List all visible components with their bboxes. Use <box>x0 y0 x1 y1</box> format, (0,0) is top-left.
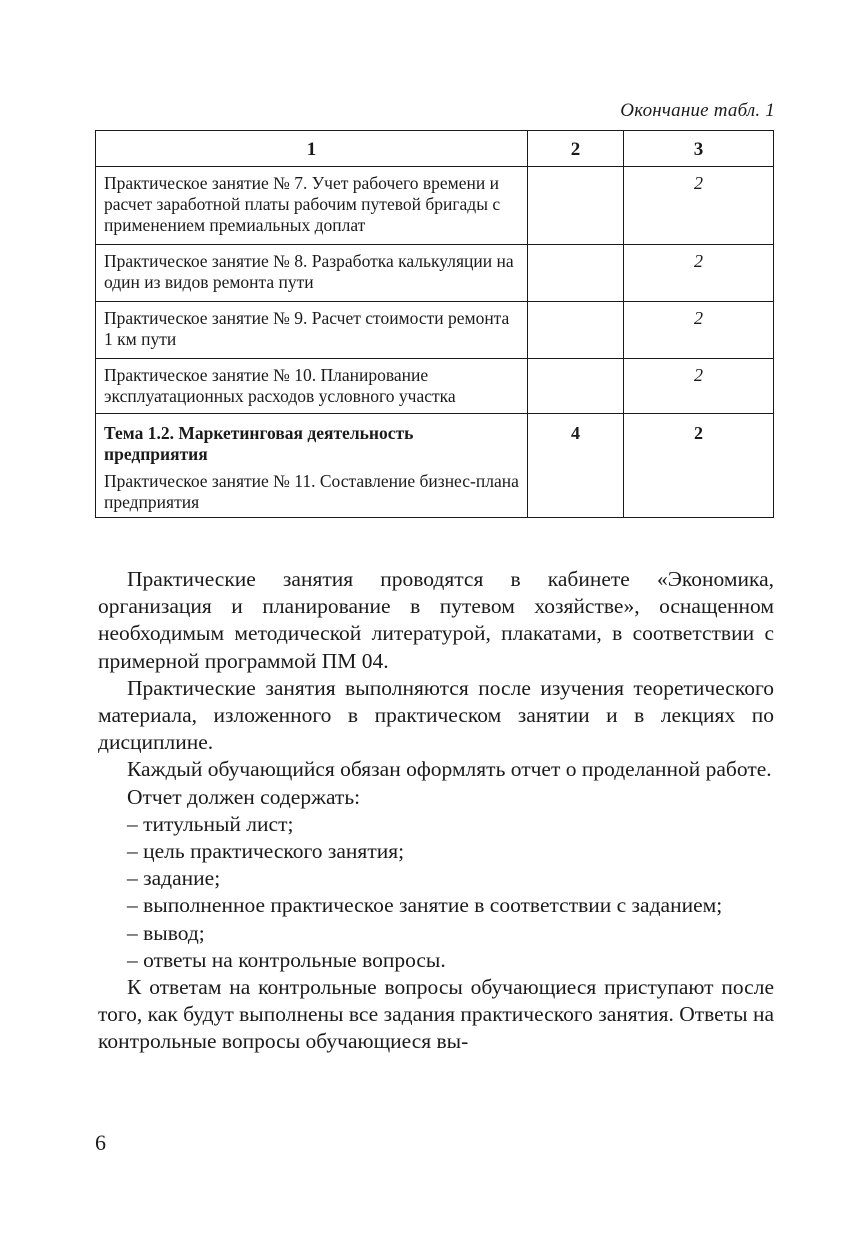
lesson-hours: 2 <box>624 359 774 414</box>
list-item: – ответы на контрольные вопросы. <box>127 947 446 972</box>
list-item: – задание; <box>127 866 221 891</box>
lesson-hours: 2 <box>624 167 774 245</box>
column-header-2: 2 <box>528 131 624 167</box>
lesson-col2 <box>528 302 624 359</box>
paragraph: Практические занятия выполняются после изучения теоретического материала, изложенного в практическом занятии и в лекциях по дисциплине. <box>98 675 774 755</box>
topic-cell <box>96 414 528 518</box>
table-row <box>96 167 774 245</box>
column-header-3: 3 <box>624 131 774 167</box>
body-text <box>98 566 774 1056</box>
lesson-description: Практическое занятие № 8. Разработка калькуляции на один из видов ремонта пути <box>96 245 528 302</box>
table-header-row <box>96 131 774 167</box>
lesson-description: Практическое занятие № 10. Планирование эксплуатационных расходов условного участка <box>96 359 528 414</box>
topic-title: Тема 1.2. Маркетинговая деятельность предприятия <box>104 423 414 464</box>
lesson-hours: 2 <box>624 245 774 302</box>
page-number: 6 <box>95 1130 106 1155</box>
topic-col2: 4 <box>528 414 624 518</box>
list-item: – титульный лист; <box>127 811 294 836</box>
lesson-table <box>95 130 774 518</box>
paragraph: К ответам на контрольные вопросы обучающиеся приступают после того, как будут выполнены все задания практического занятия. Ответы на контрольные вопросы обучающиеся вы- <box>98 975 774 1054</box>
lesson-description: Практическое занятие № 11. Составление бизнес-плана предприятия <box>104 471 519 512</box>
lesson-col2 <box>528 359 624 414</box>
lesson-description: Практическое занятие № 7. Учет рабочего времени и расчет заработной платы рабочим путевой бригады с применением премиальных доплат <box>96 167 528 245</box>
column-header-1: 1 <box>96 131 528 167</box>
table-caption: Окончание табл. 1 <box>620 100 775 121</box>
topic-row <box>96 414 774 518</box>
lesson-description: Практическое занятие № 9. Расчет стоимости ремонта 1 км пути <box>96 302 528 359</box>
lesson-col2 <box>528 167 624 245</box>
list-item: – выполненное практическое занятие в соответствии с заданием; <box>127 893 723 918</box>
table-row <box>96 359 774 414</box>
paragraph: Практические занятия проводятся в кабинете «Экономика, организация и планирование в путевом хозяйстве», оснащенном необходимым методической литературой, плакатами, в соответствии с примерной программой ПМ 04. <box>98 567 774 673</box>
lesson-hours: 2 <box>624 302 774 359</box>
list-item: – вывод; <box>127 920 205 945</box>
paragraph: Отчет должен содержать: <box>127 784 361 809</box>
lesson-col2 <box>528 245 624 302</box>
list-item: – цель практического занятия; <box>127 839 405 864</box>
table-row <box>96 245 774 302</box>
paragraph: Каждый обучающийся обязан оформлять отчет о проделанной работе. <box>127 757 772 782</box>
table-row <box>96 302 774 359</box>
topic-col3: 2 <box>624 414 774 518</box>
